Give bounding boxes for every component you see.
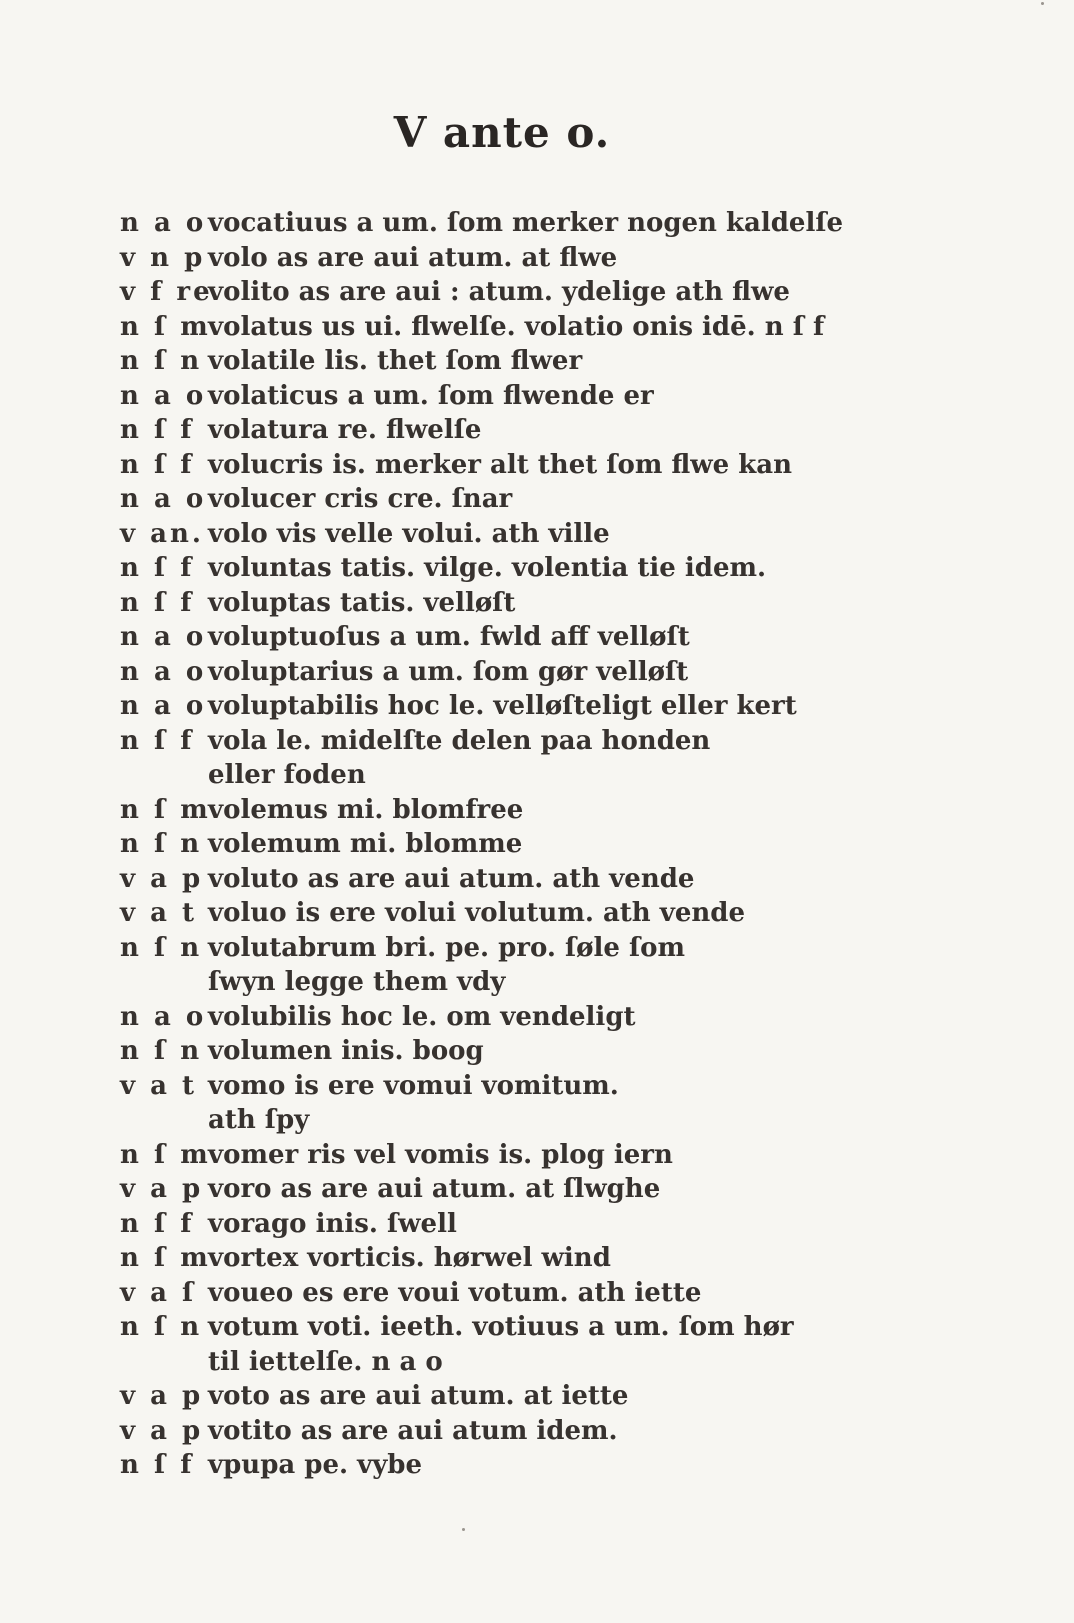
dictionary-entry [120, 586, 1020, 621]
entry-line: voluntas tatis. vilge. volentia tie idem. [208, 553, 767, 583]
grammar-code: n a o [120, 208, 207, 238]
dictionary-entry [120, 620, 1020, 655]
grammar-code: n ſ f [120, 415, 195, 445]
entry-line: volito as are aui : atum. ydelige ath flwe [208, 277, 790, 307]
entry-text [208, 379, 1020, 414]
dictionary-entry [120, 1241, 1020, 1276]
entry-line: vpupa pe. vybe [208, 1450, 423, 1480]
entry-line: voluto as are aui atum. ath vende [208, 863, 695, 894]
entry-text [208, 1310, 1020, 1379]
entry-line: vomo is ere vomui vomitum. [208, 1070, 619, 1101]
entry-line: voueo es ere voui votum. ath iette [208, 1277, 702, 1308]
entry-line: ath ſpy [208, 1105, 310, 1135]
dictionary-entry [120, 344, 1020, 379]
entry-text [208, 1414, 1020, 1449]
entry-text [208, 724, 1020, 793]
grammar-code: v a p [120, 863, 204, 894]
entry-text [208, 1172, 1020, 1207]
entry-text [208, 1276, 1020, 1311]
grammar-code: v a t [120, 898, 198, 928]
entry-line: volo vis velle volui. ath ville [208, 518, 610, 549]
entry-text [208, 1069, 1020, 1138]
dictionary-entry [120, 1000, 1020, 1035]
dictionary-entry [120, 827, 1020, 862]
grammar-code: v a t [120, 1070, 198, 1101]
entry-text [208, 517, 1020, 552]
grammar-code: n a o [120, 622, 207, 652]
entry-line: voto as are aui atum. at iette [208, 1381, 629, 1411]
entry-text [208, 931, 1020, 1000]
dictionary-entry [120, 1414, 1020, 1449]
dictionary-entry [120, 1069, 1020, 1138]
entry-line: volubilis hoc le. om vendeligt [208, 1001, 636, 1032]
entry-line: volumen inis. boog [208, 1036, 484, 1066]
grammar-code: v a p [120, 1174, 204, 1204]
entry-line: vomer ris vel vomis is. plog iern [208, 1139, 673, 1170]
grammar-code: n ſ f [120, 725, 195, 756]
dictionary-entry [120, 655, 1020, 690]
grammar-code: n ſ n [120, 346, 203, 376]
grammar-code: v f re [120, 277, 213, 307]
entry-text [208, 1241, 1020, 1276]
grammar-code: v a p [120, 1415, 204, 1446]
grammar-code: n ſ f [120, 587, 195, 618]
entry-text [208, 689, 1020, 724]
dictionary-entry [120, 896, 1020, 931]
entry-line: volutabrum bri. pe. pro. ſøle ſom [208, 932, 686, 963]
entry-line: votito as are aui atum idem. [208, 1415, 618, 1446]
entry-list [120, 206, 1020, 1483]
grammar-code: n ſ f [120, 553, 195, 583]
dictionary-entry [120, 1276, 1020, 1311]
entry-line: volucris is. merker alt thet ſom flwe kan [208, 449, 793, 480]
grammar-code: n ſ m [120, 794, 211, 825]
entry-text [208, 482, 1020, 517]
entry-text [208, 1448, 1020, 1483]
entry-line: vortex vorticis. hørwel wind [208, 1243, 611, 1273]
entry-text [208, 586, 1020, 621]
entry-text [208, 1034, 1020, 1069]
dictionary-entry [120, 1172, 1020, 1207]
grammar-code: n ſ f [120, 1208, 195, 1239]
grammar-code: n ſ m [120, 1139, 211, 1170]
entry-text [208, 206, 1020, 241]
page-title: V ante o. [393, 108, 611, 157]
entry-line: volaticus a um. ſom flwende er [208, 380, 654, 411]
entry-text [208, 1000, 1020, 1035]
grammar-code: n ſ n [120, 1312, 203, 1342]
dictionary-entry [120, 448, 1020, 483]
entry-line: volemum mi. blomme [208, 829, 523, 859]
dictionary-entry [120, 551, 1020, 586]
entry-text [208, 793, 1020, 828]
dictionary-entry [120, 793, 1020, 828]
grammar-code: n a o [120, 1001, 207, 1032]
dictionary-entry [120, 1379, 1020, 1414]
entry-text [208, 1207, 1020, 1242]
dictionary-entry [120, 379, 1020, 414]
dictionary-entry [120, 310, 1020, 345]
entry-text [208, 551, 1020, 586]
entry-text [208, 1379, 1020, 1414]
entry-text [208, 241, 1020, 276]
dictionary-entry [120, 1034, 1020, 1069]
entry-text [208, 448, 1020, 483]
entry-line: voro as are aui atum. at ſlwghe [208, 1174, 661, 1204]
grammar-code: n a o [120, 656, 207, 687]
entry-text [208, 344, 1020, 379]
grammar-code: v a ſ [120, 1277, 197, 1308]
entry-line: ſwyn legge them vdy [208, 967, 506, 997]
dictionary-entry [120, 724, 1020, 793]
entry-line: volatura re. flwelſe [208, 415, 482, 445]
entry-text [208, 275, 1020, 310]
dictionary-entry [120, 1310, 1020, 1379]
ink-speck [462, 1528, 465, 1531]
dictionary-entry [120, 241, 1020, 276]
entry-line: volo as are aui atum. at flwe [208, 242, 618, 273]
grammar-code: n ſ f [120, 449, 195, 480]
entry-line: volemus mi. blomfree [208, 794, 524, 825]
entry-line: til iettelſe. n a o [208, 1346, 443, 1377]
entry-text [208, 896, 1020, 931]
entry-text [208, 620, 1020, 655]
dictionary-entry [120, 517, 1020, 552]
dictionary-entry [120, 413, 1020, 448]
entry-text [208, 413, 1020, 448]
grammar-code: v a p [120, 1381, 204, 1411]
entry-line: voluptabilis hoc le. velløſteligt eller kert [208, 691, 797, 721]
entry-line: volatile lis. thet ſom flwer [208, 346, 583, 376]
entry-line: voluptarius a um. ſom gør velløſt [208, 656, 689, 687]
grammar-code: v an. [120, 518, 204, 549]
dictionary-entry [120, 1448, 1020, 1483]
entry-text [208, 655, 1020, 690]
grammar-code: n ſ n [120, 829, 203, 859]
entry-text [208, 1138, 1020, 1173]
entry-text [208, 310, 1020, 345]
entry-line: volatus us ui. flwelſe. volatio onis idē. n ſ f [208, 311, 825, 342]
grammar-code: n ſ n [120, 1036, 203, 1066]
grammar-code: n ſ m [120, 311, 211, 342]
grammar-code: n a o [120, 484, 207, 514]
entry-line: eller foden [208, 760, 366, 790]
grammar-code: n ſ f [120, 1450, 195, 1480]
grammar-code: n a o [120, 380, 207, 411]
dictionary-entry [120, 931, 1020, 1000]
entry-line: voluptuoſus a um. fwld aff velløſt [208, 622, 690, 652]
dictionary-entry [120, 482, 1020, 517]
entry-line: vola le. midelſte delen paa honden [208, 725, 711, 756]
entry-line: vocatiuus a um. ſom merker nogen kaldelſe [208, 208, 844, 238]
entry-line: votum voti. ieeth. votiuus a um. ſom hør [208, 1312, 794, 1342]
ink-speck [1041, 2, 1044, 5]
grammar-code: n ſ n [120, 932, 203, 963]
dictionary-entry [120, 1138, 1020, 1173]
dictionary-entry [120, 862, 1020, 897]
grammar-code: n ſ m [120, 1243, 211, 1273]
entry-line: voluo is ere volui volutum. ath vende [208, 898, 746, 928]
dictionary-entry [120, 275, 1020, 310]
grammar-code: v n p [120, 242, 206, 273]
entry-line: voluptas tatis. velløſt [208, 587, 516, 618]
dictionary-entry [120, 1207, 1020, 1242]
dictionary-entry [120, 689, 1020, 724]
entry-text [208, 862, 1020, 897]
dictionary-entry [120, 206, 1020, 241]
entry-text [208, 827, 1020, 862]
entry-line: volucer cris cre. ſnar [208, 484, 513, 514]
entry-line: vorago inis. ſwell [208, 1208, 457, 1239]
grammar-code: n a o [120, 691, 207, 721]
